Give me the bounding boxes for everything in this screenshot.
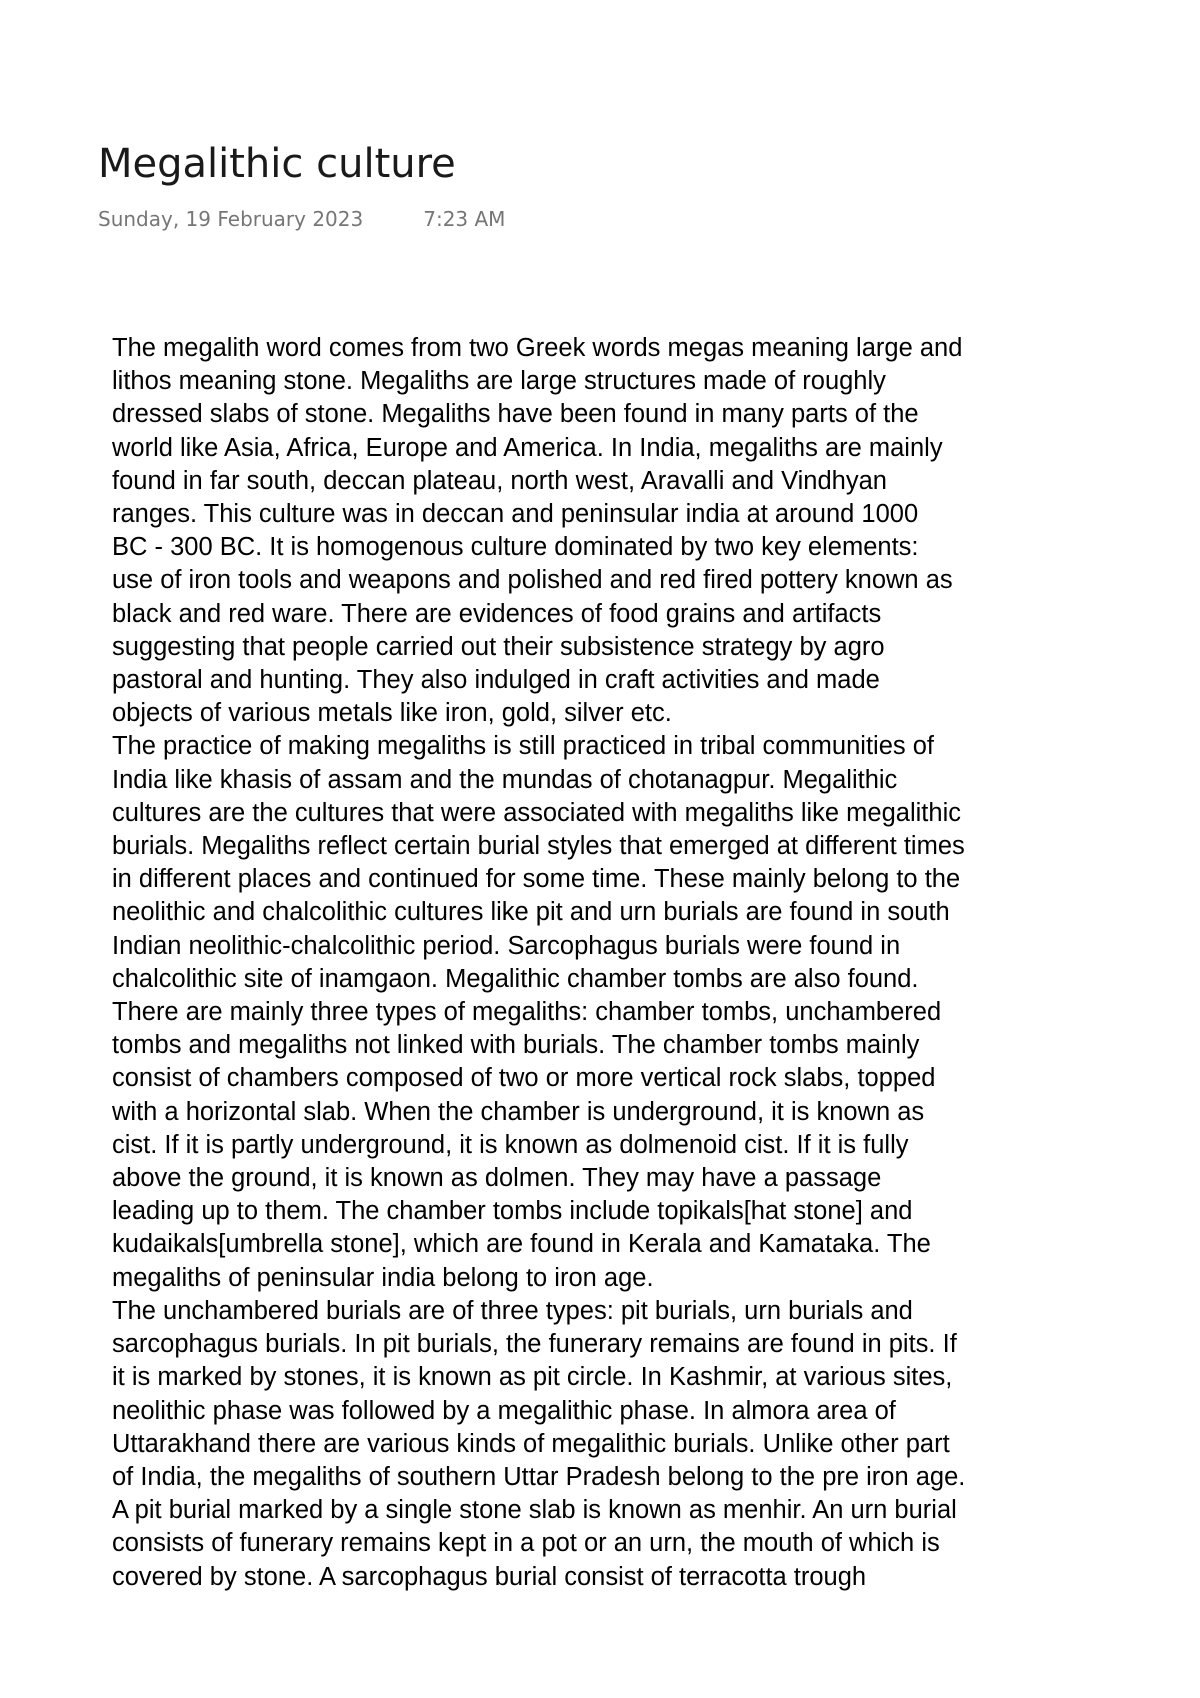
- text-line: Uttarakhand there are various kinds of megalithic burials. Unlike other part: [112, 1429, 950, 1458]
- text-line: use of iron tools and weapons and polished and red fired pottery known as: [112, 566, 953, 595]
- text-line: sarcophagus burials. In pit burials, the funerary remains are found in pits. If: [112, 1330, 957, 1359]
- text-line: of India, the megaliths of southern Uttar Pradesh belong to the pre iron age.: [112, 1462, 966, 1491]
- text-line: covered by stone. A sarcophagus burial consist of terracotta trough: [112, 1562, 867, 1591]
- text-line: megaliths of peninsular india belong to iron age.: [112, 1263, 654, 1292]
- text-line: suggesting that people carried out their subsistence strategy by agro: [112, 632, 885, 661]
- note-date: Sunday, 19 February 2023: [98, 207, 364, 231]
- text-line: leading up to them. The chamber tombs include topikals[hat stone] and: [112, 1197, 913, 1226]
- text-line: There are mainly three types of megaliths: chamber tombs, unchambered: [112, 998, 942, 1027]
- note-body[interactable]: [112, 332, 1132, 1594]
- page-title[interactable]: Megalithic culture: [98, 141, 456, 187]
- text-line: above the ground, it is known as dolmen. They may have a passage: [112, 1164, 882, 1193]
- text-line: with a horizontal slab. When the chamber is underground, it is known as: [112, 1097, 925, 1126]
- text-line: cist. If it is partly underground, it is known as dolmenoid cist. If it is fully: [112, 1130, 909, 1159]
- text-line: cultures are the cultures that were associated with megaliths like megalithic: [112, 798, 961, 827]
- text-line: consists of funerary remains kept in a pot or an urn, the mouth of which is: [112, 1529, 940, 1558]
- note-timestamp: [98, 204, 505, 234]
- text-line: The unchambered burials are of three types: pit burials, urn burials and: [112, 1296, 913, 1325]
- text-line: neolithic and chalcolithic cultures like pit and urn burials are found in south: [112, 898, 950, 927]
- text-line: kudaikals[umbrella stone], which are found in Kerala and Kamataka. The: [112, 1230, 931, 1259]
- text-line: tombs and megaliths not linked with burials. The chamber tombs mainly: [112, 1031, 920, 1060]
- text-line: burials. Megaliths reflect certain burial styles that emerged at different times: [112, 832, 965, 861]
- text-line: ranges. This culture was in deccan and peninsular india at around 1000: [112, 500, 919, 529]
- text-line: lithos meaning stone. Megaliths are large structures made of roughly: [112, 367, 886, 396]
- text-line: Indian neolithic-chalcolithic period. Sarcophagus burials were found in: [112, 931, 901, 960]
- text-line: BC - 300 BC. It is homogenous culture dominated by two key elements:: [112, 533, 919, 562]
- text-line: world like Asia, Africa, Europe and America. In India, megaliths are mainly: [112, 433, 943, 462]
- text-line: The megalith word comes from two Greek words megas meaning large and: [112, 334, 963, 362]
- note-time: 7:23 AM: [423, 207, 506, 231]
- text-line: black and red ware. There are evidences of food grains and artifacts: [112, 599, 882, 628]
- text-line: neolithic phase was followed by a megalithic phase. In almora area of: [112, 1396, 896, 1425]
- text-line: pastoral and hunting. They also indulged in craft activities and made: [112, 666, 880, 695]
- text-line: it is marked by stones, it is known as pit circle. In Kashmir, at various sites,: [112, 1363, 953, 1392]
- text-line: in different places and continued for some time. These mainly belong to the: [112, 865, 961, 894]
- text-line: found in far south, deccan plateau, north west, Aravalli and Vindhyan: [112, 466, 887, 495]
- text-line: chalcolithic site of inamgaon. Megalithic chamber tombs are also found.: [112, 964, 919, 993]
- text-line: A pit burial marked by a single stone slab is known as menhir. An urn burial: [112, 1496, 957, 1525]
- text-line: consist of chambers composed of two or more vertical rock slabs, topped: [112, 1064, 936, 1093]
- text-line: The practice of making megaliths is still practiced in tribal communities of: [112, 732, 934, 761]
- text-line: objects of various metals like iron, gold, silver etc.: [112, 699, 672, 728]
- text-line: India like khasis of assam and the mundas of chotanagpur. Megalithic: [112, 765, 898, 794]
- text-line: dressed slabs of stone. Megaliths have been found in many parts of the: [112, 400, 919, 429]
